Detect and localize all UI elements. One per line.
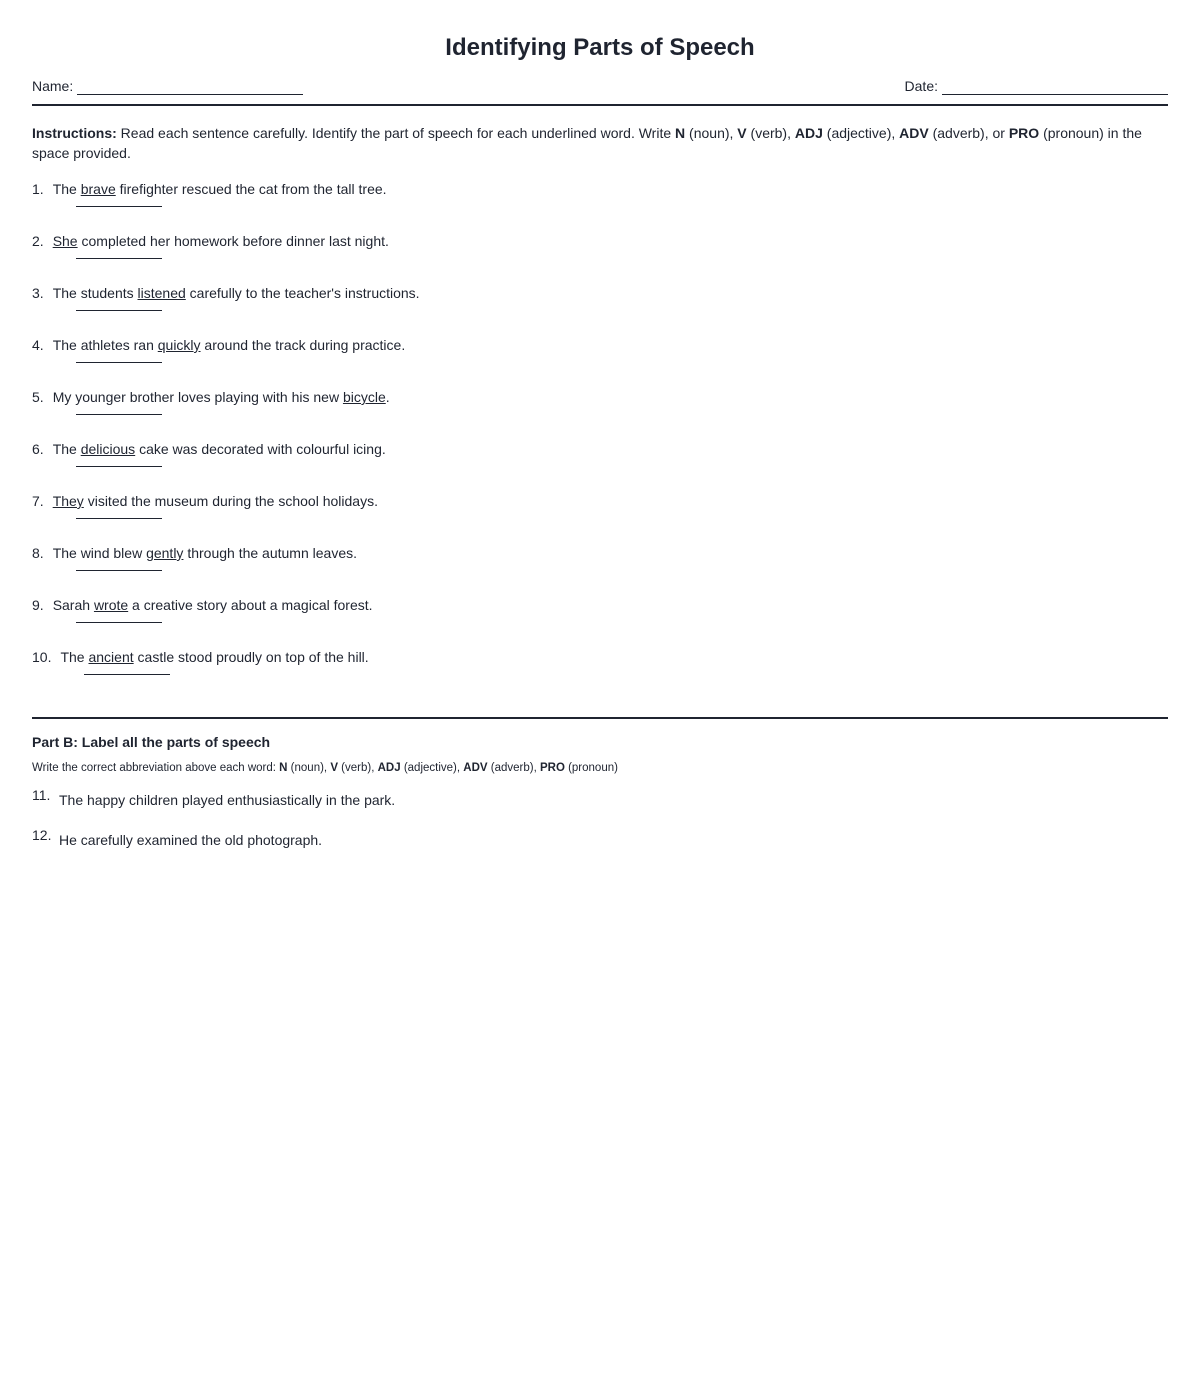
question-line bbox=[32, 283, 1168, 303]
question-text-after: castle stood proudly on top of the hill. bbox=[133, 649, 369, 665]
name-blank[interactable] bbox=[77, 81, 303, 95]
instruction-code-abbr: PRO bbox=[1008, 125, 1040, 141]
question-text-after: completed her homework before dinner last night. bbox=[77, 233, 389, 249]
instruction-code-abbr: ADV bbox=[899, 125, 929, 141]
question-text-after: around the track during practice. bbox=[200, 337, 406, 353]
question-number: 6. bbox=[32, 441, 44, 457]
part-b-code-desc: (noun), bbox=[287, 762, 331, 774]
question-text-after: carefully to the teacher's instructions. bbox=[185, 285, 420, 301]
instruction-code-desc: (noun), bbox=[685, 125, 738, 141]
underlined-word: gently bbox=[146, 545, 184, 561]
question-text-after: through the autumn leaves. bbox=[183, 545, 357, 561]
question-text bbox=[53, 597, 373, 613]
question-number: 1. bbox=[32, 181, 44, 197]
underlined-word: They bbox=[52, 493, 84, 509]
instructions-label: Instructions: bbox=[32, 125, 117, 141]
question-line bbox=[32, 647, 1168, 667]
question-item bbox=[32, 387, 1168, 439]
underlined-word: ancient bbox=[88, 649, 134, 665]
question-text-after: . bbox=[385, 389, 390, 405]
part-b-code-abbr: N bbox=[279, 762, 288, 774]
question-text bbox=[60, 649, 368, 665]
header-fields bbox=[32, 77, 1168, 95]
question-text bbox=[53, 181, 387, 197]
answer-blank[interactable] bbox=[76, 570, 162, 571]
answer-blank[interactable] bbox=[84, 674, 170, 675]
question-item bbox=[32, 647, 1168, 699]
question-text-before: The students bbox=[52, 285, 138, 301]
question-line bbox=[32, 179, 1168, 199]
answer-blank[interactable] bbox=[76, 622, 162, 623]
question-text bbox=[53, 441, 386, 457]
underlined-word: delicious bbox=[80, 441, 136, 457]
part-b-sentence: The happy children played enthusiastically in the park. bbox=[59, 792, 396, 808]
part-b-code-abbr: ADV bbox=[463, 762, 488, 774]
question-number: 3. bbox=[32, 285, 44, 301]
question-text-before: The bbox=[52, 181, 81, 197]
question-text-after: visited the museum during the school holidays. bbox=[83, 493, 378, 509]
question-number: 10. bbox=[32, 649, 52, 665]
question-text-after: firefighter rescued the cat from the tall tree. bbox=[115, 181, 387, 197]
question-text-after: cake was decorated with colourful icing. bbox=[135, 441, 386, 457]
question-number: 9. bbox=[32, 597, 44, 613]
question-item bbox=[32, 283, 1168, 335]
answer-blank[interactable] bbox=[76, 414, 162, 415]
question-number: 4. bbox=[32, 337, 44, 353]
question-line bbox=[32, 543, 1168, 563]
question-item bbox=[32, 491, 1168, 543]
underlined-word: bicycle bbox=[342, 389, 386, 405]
date-field bbox=[905, 77, 1168, 95]
answer-blank[interactable] bbox=[76, 466, 162, 467]
question-number: 7. bbox=[32, 493, 44, 509]
part-b-instructions bbox=[32, 760, 1168, 776]
question-number: 5. bbox=[32, 389, 44, 405]
instruction-code-desc: (pronoun) in the space provided. bbox=[32, 125, 1142, 161]
question-text-after: a creative story about a magical forest. bbox=[128, 597, 373, 613]
question-item bbox=[32, 335, 1168, 387]
question-text-before: The athletes ran bbox=[52, 337, 158, 353]
part-b-codes bbox=[279, 762, 618, 774]
question-item bbox=[32, 543, 1168, 595]
answer-blank[interactable] bbox=[76, 310, 162, 311]
question-line bbox=[32, 439, 1168, 459]
instruction-code-abbr: ADJ bbox=[794, 125, 823, 141]
part-b-title: Part B: Label all the parts of speech bbox=[32, 734, 271, 750]
part-b-number: 12. bbox=[32, 827, 52, 843]
date-blank[interactable] bbox=[942, 81, 1168, 95]
part-b-code-desc: (adjective), bbox=[400, 762, 464, 774]
part-b-instructions-text: Write the correct abbreviation above each word: bbox=[32, 762, 280, 774]
question-item bbox=[32, 179, 1168, 231]
instruction-code-desc: (adverb), or bbox=[928, 125, 1009, 141]
instructions bbox=[32, 123, 1168, 163]
page-title: Identifying Parts of Speech bbox=[445, 34, 755, 61]
answer-blank[interactable] bbox=[76, 518, 162, 519]
part-b-item bbox=[32, 786, 1168, 826]
underlined-word: brave bbox=[80, 181, 116, 197]
question-line bbox=[32, 491, 1168, 511]
question-text bbox=[53, 545, 357, 561]
question-text bbox=[53, 493, 378, 509]
underlined-word: listened bbox=[137, 285, 186, 301]
question-text-before: The bbox=[60, 649, 89, 665]
instruction-code-desc: (verb), bbox=[746, 125, 795, 141]
question-number: 2. bbox=[32, 233, 44, 249]
date-label: Date: bbox=[904, 78, 938, 94]
part-b-code-abbr: ADJ bbox=[377, 762, 401, 774]
header-divider bbox=[32, 104, 1168, 106]
part-b-sentence: He carefully examined the old photograph. bbox=[59, 832, 323, 848]
part-b-item bbox=[32, 826, 1168, 866]
question-item bbox=[32, 439, 1168, 491]
part-b-code-abbr: PRO bbox=[539, 762, 565, 774]
answer-blank[interactable] bbox=[76, 206, 162, 207]
part-b-code-desc: (adverb), bbox=[487, 762, 540, 774]
question-line bbox=[32, 231, 1168, 251]
question-number: 8. bbox=[32, 545, 44, 561]
instruction-code-desc: (adjective), bbox=[822, 125, 900, 141]
question-text bbox=[53, 233, 389, 249]
question-line bbox=[32, 387, 1168, 407]
underlined-word: wrote bbox=[93, 597, 129, 613]
question-item bbox=[32, 231, 1168, 283]
part-b-number: 11. bbox=[32, 787, 51, 803]
question-text bbox=[53, 285, 420, 301]
question-line bbox=[32, 335, 1168, 355]
part-b-list bbox=[32, 786, 1168, 866]
question-text bbox=[53, 389, 390, 405]
instruction-code-abbr: V bbox=[737, 125, 747, 141]
answer-blank[interactable] bbox=[76, 258, 162, 259]
underlined-word: She bbox=[52, 233, 78, 249]
question-text-before: Sarah bbox=[52, 597, 94, 613]
question-text-before: My younger brother loves playing with his new bbox=[52, 389, 343, 405]
underlined-word: quickly bbox=[157, 337, 201, 353]
name-label: Name: bbox=[32, 78, 74, 94]
section-divider bbox=[32, 717, 1168, 719]
part-b-code-abbr: V bbox=[330, 762, 338, 774]
instructions-text: Read each sentence carefully. Identify the part of speech for each underlined word. Write bbox=[116, 125, 676, 141]
instruction-code-abbr: N bbox=[675, 125, 686, 141]
question-item bbox=[32, 595, 1168, 647]
question-text bbox=[53, 337, 406, 353]
question-text-before: The bbox=[52, 441, 81, 457]
part-b-code-desc: (pronoun) bbox=[564, 762, 618, 774]
part-b-code-desc: (verb), bbox=[337, 762, 378, 774]
name-field bbox=[32, 77, 303, 95]
question-list bbox=[32, 179, 1168, 699]
question-line bbox=[32, 595, 1168, 615]
question-text-before: The wind blew bbox=[52, 545, 147, 561]
answer-blank[interactable] bbox=[76, 362, 162, 363]
